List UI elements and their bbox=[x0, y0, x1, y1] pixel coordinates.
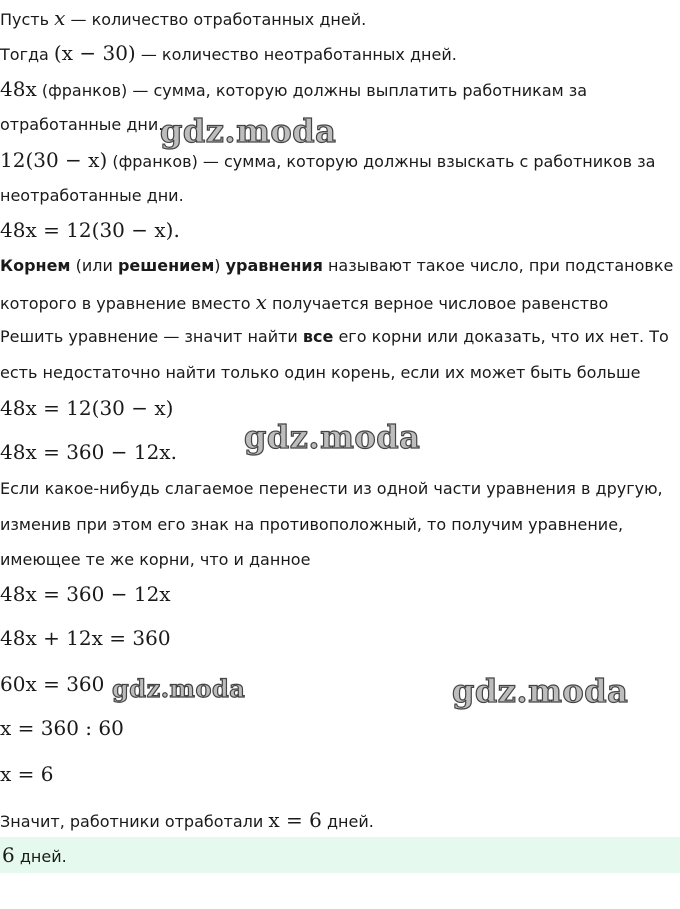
equation-line-6: 60x = 360 bbox=[0, 672, 105, 696]
math-variable: x bbox=[54, 6, 66, 30]
definition-line-1: Корнем (или решением) уравнения называют такое число, при подстановке bbox=[0, 256, 674, 275]
conclusion-line: Значит, работники отработали x = 6 дней. bbox=[0, 808, 374, 832]
watermark-logo: gdz.moda bbox=[112, 674, 246, 703]
rule-line-1: Если какое-нибудь слагаемое перенести из одной части уравнения в другую, bbox=[0, 479, 663, 498]
text-line-5: 12(30 − x) (франков) — сумма, которую должны взыскать с работников за bbox=[0, 148, 656, 172]
watermark-logo: gdz.moda bbox=[244, 418, 421, 456]
text-line-4: отработанные дни. bbox=[0, 115, 164, 134]
equation-line-7: x = 360 : 60 bbox=[0, 716, 124, 740]
watermark-logo: gdz.moda bbox=[160, 112, 337, 150]
math-expression: x = 6 bbox=[268, 808, 322, 832]
definition-line-3: Решить уравнение — значит найти все его корни или доказать, что их нет. То bbox=[0, 327, 669, 346]
answer-box bbox=[0, 837, 680, 873]
definition-line-2: которого в уравнение вместо x получается верное числовое равенство bbox=[0, 290, 609, 314]
equation-line-3: 48x = 360 − 12x. bbox=[0, 440, 177, 464]
math-variable: x bbox=[255, 290, 267, 314]
text-line-6: неотработанные дни. bbox=[0, 186, 184, 205]
math-expression: (x − 30) bbox=[53, 41, 136, 65]
equation-line-5: 48x + 12x = 360 bbox=[0, 626, 171, 650]
text-line-3: 48x (франков) — сумма, которую должны выплатить работникам за bbox=[0, 77, 588, 101]
answer-text: 6 дней. bbox=[2, 843, 67, 867]
text-line-1: Пусть x — количество отработанных дней. bbox=[0, 6, 367, 30]
math-expression: 12(30 − x) bbox=[0, 148, 108, 172]
rule-line-2: изменив при этом его знак на противоположный, то получим уравнение, bbox=[0, 515, 624, 534]
equation-line-8: x = 6 bbox=[0, 762, 54, 786]
equation-line-4: 48x = 360 − 12x bbox=[0, 582, 171, 606]
equation-line-1: 48x = 12(30 − x). bbox=[0, 218, 180, 242]
math-expression: 48x bbox=[0, 77, 37, 101]
equation-line-2: 48x = 12(30 − x) bbox=[0, 396, 174, 420]
watermark-logo: gdz.moda bbox=[452, 672, 629, 710]
definition-line-4: есть недостаточно найти только один корень, если их может быть больше bbox=[0, 363, 641, 382]
rule-line-3: имеющее те же корни, что и данное bbox=[0, 550, 311, 569]
text-line-2: Тогда (x − 30) — количество неотработанных дней. bbox=[0, 41, 457, 65]
